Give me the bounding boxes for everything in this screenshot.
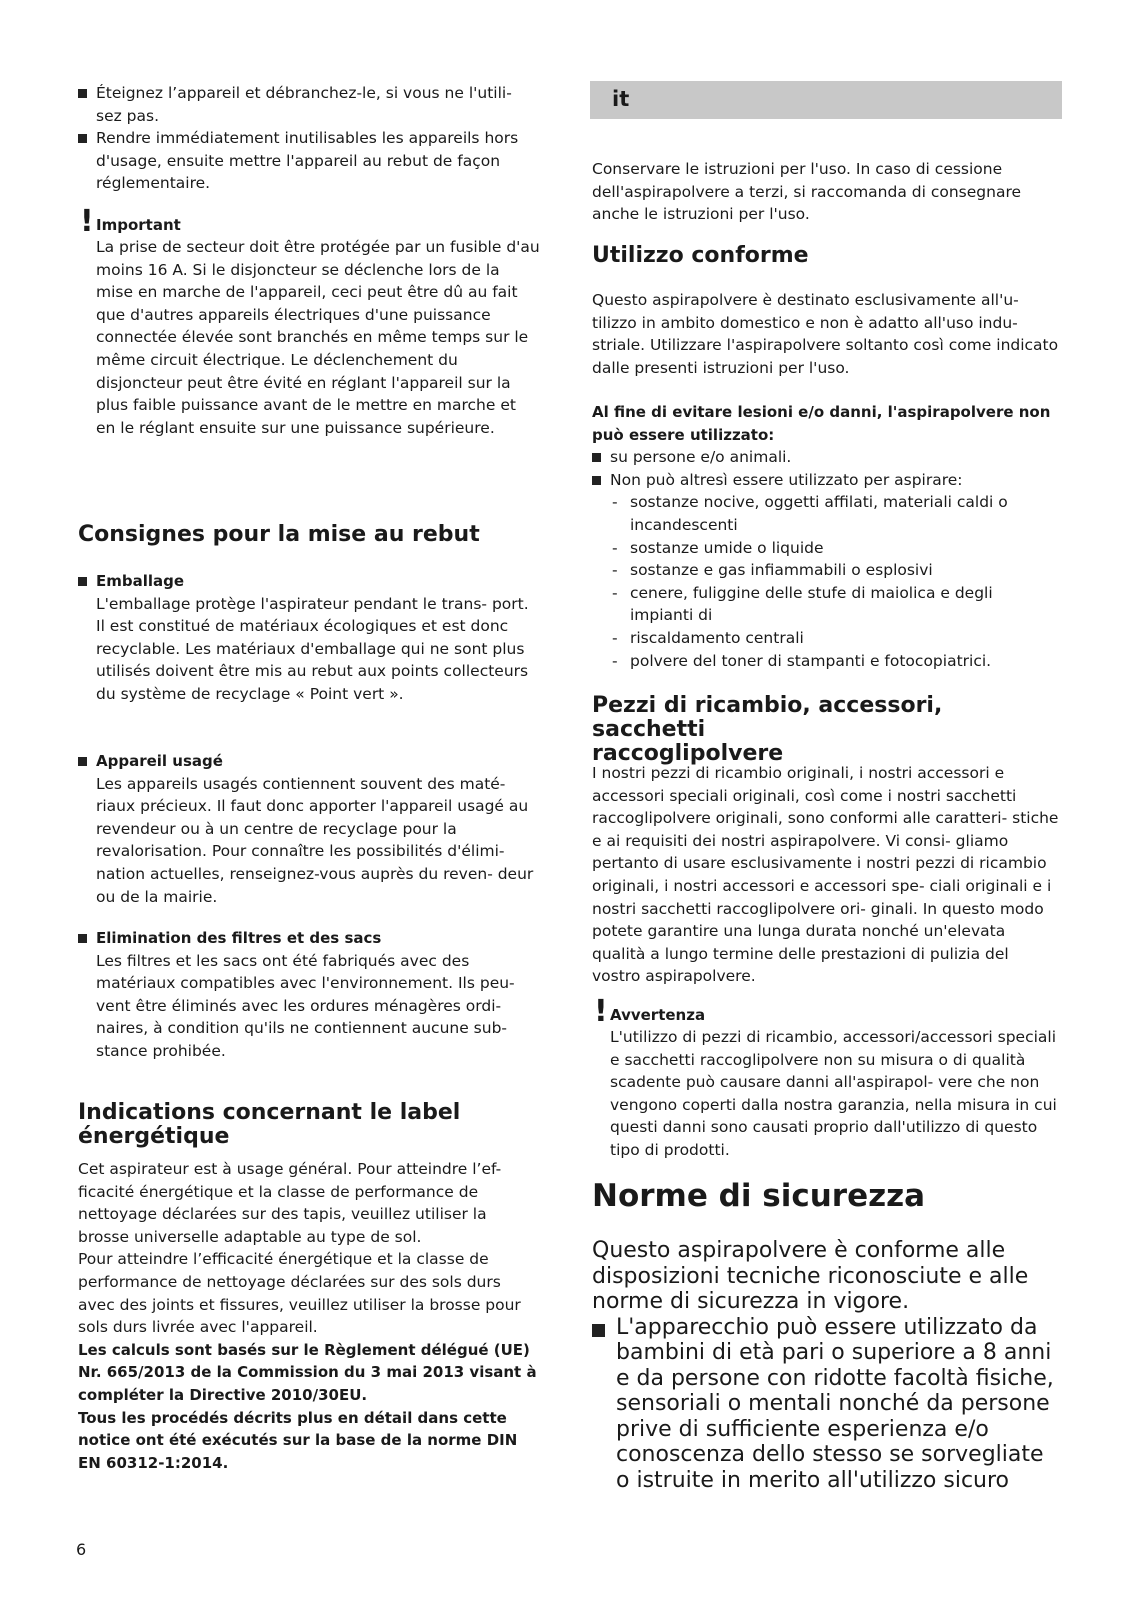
parts-heading-line-2: raccoglipolvere bbox=[592, 741, 784, 766]
important-note bbox=[78, 204, 540, 439]
energy-heading bbox=[78, 1101, 540, 1149]
filters-title: Elimination des filtres et des sacs bbox=[78, 927, 540, 950]
energy-text-1: Cet aspirateur est à usage général. Pour atteindre l’ef- ficacité énergétique et la classe de performance de nettoyage déclarées sur des tapis, veuillez utiliser la brosse universelle adaptable au type de sol. bbox=[78, 1160, 502, 1246]
warning-note bbox=[592, 994, 1060, 1162]
substance-item-continued: - riscaldamento centrali bbox=[592, 627, 1060, 650]
substance-item: - sostanze e gas infiammabili o esplosivi bbox=[592, 559, 1060, 582]
restriction-list bbox=[592, 446, 1060, 491]
substance-item: - sostanze nocive, oggetti affilati, materiali caldi o incandescenti bbox=[592, 491, 1060, 536]
exclamation-icon: ! bbox=[594, 994, 608, 1029]
parts-text: I nostri pezzi di ricambio originali, i nostri accessori e accessori speciali originali, così come i nostri sacchetti raccoglipolvere originali, sono conformi alle caratteri- stiche e ai requisiti dei nostri aspirapolvere. Vi consi- gliamo pertanto di usare esclusivamente i nostri pezzi di ricambio originali, i nostri accessori e accessori spe- ciali originali e i nostri sacchetti raccoglipolvere ori- ginali. In questo modo potete garantire una lunga durata nonché un'elevata qualità a lungo termine delle prestazioni di pulizia del vostro aspirapolvere. bbox=[592, 764, 1059, 986]
energy-section bbox=[78, 1158, 540, 1474]
restriction-bullet-1: su persone e/o animali. bbox=[592, 446, 1060, 469]
important-title: Important bbox=[96, 216, 181, 234]
energy-heading-line-2: énergétique bbox=[78, 1124, 230, 1149]
energy-text-2: Pour atteindre l’efficacité énergétique et la classe de performance de nettoyage déclarées sur des sols durs avec des joints et fissures, veuillez utiliser la brosse pour sols durs livrée avec l'appareil. bbox=[78, 1250, 521, 1337]
energy-heading-line-1: Indications concernant le label bbox=[78, 1100, 461, 1125]
intro-text: Conservare le istruzioni per l'uso. In caso di cessione dell'aspirapolvere a terzi, si raccomanda di consegnare anche le istruzioni per l'uso. bbox=[592, 160, 1022, 224]
parts-heading bbox=[592, 694, 1060, 766]
substance-list bbox=[592, 491, 1060, 672]
use-text: Questo aspirapolvere è destinato esclusivamente all'u- tilizzo in ambito domestico e non è adatto all'uso indu- striale. Utilizzare l'aspirapolvere soltanto così come indicato dalle presenti istruzioni per l'uso. bbox=[592, 291, 1059, 377]
use-restrictions bbox=[592, 401, 1060, 672]
substance-item: - sostanze umide o liquide bbox=[592, 537, 1060, 560]
language-bar bbox=[590, 81, 1062, 119]
filters-text: Les filtres et les sacs ont été fabriqués avec des matériaux compatibles avec l'environnement. Ils peu- vent être éliminés avec les ordures ménagères ordi- naires, à condition qu'ils ne contiennent aucune sub- stance prohibée. bbox=[96, 951, 515, 1060]
language-code: it bbox=[612, 87, 630, 111]
safety-list bbox=[592, 1315, 1060, 1494]
disposal-heading: Consignes pour la mise au rebut bbox=[78, 522, 480, 547]
safety-heading: Norme di sicurezza bbox=[592, 1178, 926, 1214]
bullet-disposal: Rendre immédiatement inutilisables les appareils hors d'usage, ensuite mettre l'appareil au rebut de façon réglementaire. bbox=[78, 127, 540, 195]
top-bullet-list bbox=[78, 82, 540, 195]
energy-regulation: Les calculs sont basés sur le Règlement délégué (UE) Nr. 665/2013 de la Commission du 3 mai 2013 visant à compléter la Directive 2010/30EU. bbox=[78, 1340, 537, 1404]
use-heading: Utilizzo conforme bbox=[592, 243, 809, 268]
substance-item: - polvere del toner di stampanti e fotocopiatrici. bbox=[592, 650, 1060, 673]
safety-bullet: L'apparecchio può essere utilizzato da bambini di età pari o superiore a 8 anni e da persone con ridotte facoltà fisiche, sensoriali o mentali nonché da persone prive di sufficiente esperienza e/o conoscenza dello stesso se sorvegliate o istruite in merito all'utilizzo sicuro bbox=[592, 1315, 1060, 1494]
warning-title: Avvertenza bbox=[610, 1006, 706, 1024]
energy-standard: Tous les procédés décrits plus en détail dans cette notice ont été exécutés sur la base de la norme DIN EN 60312-1:2014. bbox=[78, 1408, 518, 1472]
exclamation-icon: ! bbox=[80, 204, 94, 239]
parts-heading-line-1: Pezzi di ricambio, accessori, sacchetti bbox=[592, 693, 943, 742]
restriction-bullet-2: Non può altresì essere utilizzato per aspirare: bbox=[592, 469, 1060, 492]
filters-section bbox=[78, 927, 540, 1063]
packaging-title: Emballage bbox=[78, 570, 540, 593]
packaging-text: L'emballage protège l'aspirateur pendant le trans- port. Il est constitué de matériaux écologiques et est donc recyclable. Les matériaux d'emballage qui ne sont plus utilisés doivent être mis au rebut aux points collecteurs du système de recyclage « Point vert ». bbox=[96, 594, 529, 703]
warning-text: L'utilizzo di pezzi di ricambio, accessori/accessori speciali e sacchetti raccoglipolvere non su misura o di qualità scadente può causare danni all'aspirapol- vere che non vengono coperti dalla nostra garanzia, nella misura in cui questi danni sono causati proprio dall'utilizzo di questo tipo di prodotti. bbox=[610, 1028, 1057, 1159]
old-appliance-title: Appareil usagé bbox=[78, 750, 540, 773]
use-restrictions-title: Al fine di evitare lesioni e/o danni, l'aspirapolvere non può essere utilizzato: bbox=[592, 403, 1051, 444]
substance-item: - cenere, fuliggine delle stufe di maiolica e degli impianti di bbox=[592, 582, 1060, 627]
packaging-section bbox=[78, 570, 540, 706]
old-appliance-section bbox=[78, 750, 540, 908]
bullet-switch-off: Éteignez l’appareil et débranchez-le, si vous ne l'utili- sez pas. bbox=[78, 82, 540, 127]
old-appliance-text: Les appareils usagés contiennent souvent des maté- riaux précieux. Il faut donc apporter l'appareil usagé au revendeur ou à un centre de recyclage pour la revalorisation. Pour connaître les possibilités d'élimi- nation actuelles, renseignez-vous auprès du reven- deur ou de la mairie. bbox=[96, 774, 534, 906]
safety-intro: Questo aspirapolvere è conforme alle disposizioni tecniche riconosciute e alle norme di sicurezza in vigore. bbox=[592, 1238, 1029, 1314]
safety-section bbox=[592, 1238, 1060, 1493]
page-number: 6 bbox=[76, 1540, 87, 1559]
important-text: La prise de secteur doit être protégée par un fusible d'au moins 16 A. Si le disjoncteur se déclenche lors de la mise en marche de l'appareil, ceci peut être dû au fait que d'autres appareils électriques d'une puissance connectée élevée sont branchés en même temps sur le même circuit électrique. Le déclenchement du disjoncteur peut être évité en réglant l'appareil sur la plus faible puissance avant de le mettre en marche et en le réglant ensuite sur une puissance supérieure. bbox=[96, 238, 540, 437]
